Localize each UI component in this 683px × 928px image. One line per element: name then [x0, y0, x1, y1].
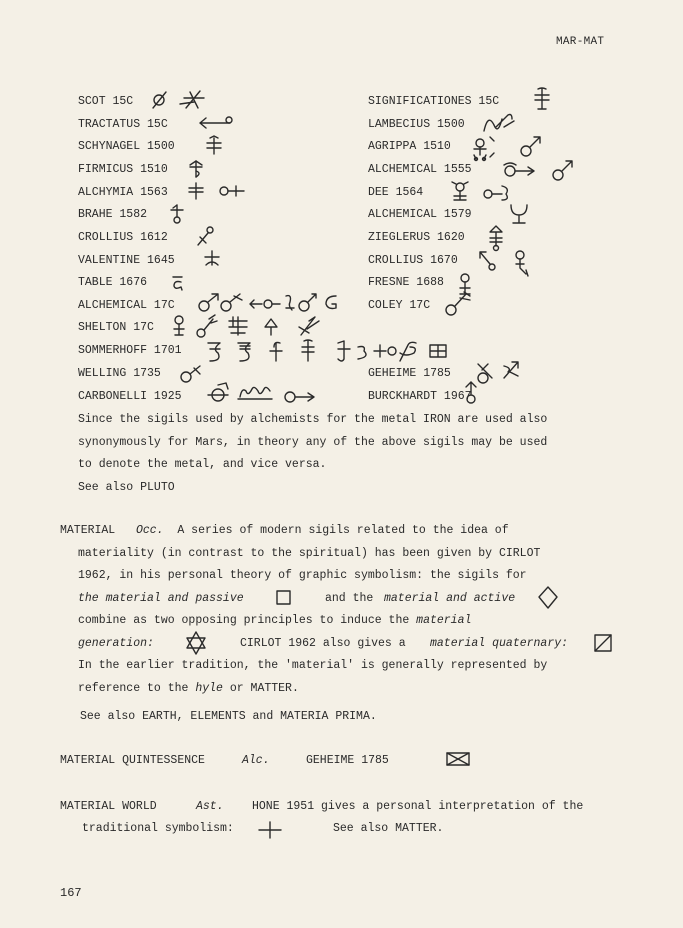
material-line-2: materiality (in contrast to the spiritual) has been given by CIRLOT: [78, 547, 541, 560]
material-head: MATERIAL: [60, 524, 116, 537]
table-sigil-icon: [170, 274, 186, 292]
entry-valentine: VALENTINE 1645: [78, 254, 175, 267]
entry-table: TABLE 1676: [78, 276, 148, 289]
entry-coley: COLEY 17C: [368, 299, 431, 312]
brahe-sigil-icon: [167, 203, 189, 225]
entry-carbonelli: CARBONELLI 1925: [78, 390, 182, 403]
material-hyle: hyle: [195, 682, 223, 695]
material-line-7: In the earlier tradition, the 'material' is generally represented by: [78, 659, 548, 672]
welling-sigil-icon: [178, 364, 206, 384]
material-cirlot: CIRLOT 1962 also gives a: [240, 637, 406, 650]
world-see: See also MATTER.: [333, 822, 444, 835]
material-line-1: A series of modern sigils related to the idea of: [177, 524, 509, 537]
entry-burckhardt: BURCKHARDT 1967: [368, 390, 472, 403]
sommerhoff-sigils-icon: [204, 337, 436, 367]
material-passive: the material and passive: [78, 592, 244, 605]
iron-paragraph-line-1: Since the sigils used by alchemists for the metal IRON are used also: [78, 413, 548, 426]
tractatus-sigil-icon: [198, 114, 238, 132]
entry-brahe: BRAHE 1582: [78, 208, 148, 221]
entry-alchemical-17c: ALCHEMICAL 17C: [78, 299, 175, 312]
running-header: MAR-MAT: [556, 36, 605, 48]
alchemical-17c-sigils-icon: [196, 290, 356, 314]
quintessence-tag: Alc.: [242, 754, 270, 767]
entry-sommerhoff: SOMMERHOFF 1701: [78, 344, 182, 357]
material-line-5-text: combine as two opposing principles to induce the: [78, 614, 410, 627]
entry-alchemical-1555: ALCHEMICAL 1555: [368, 163, 472, 176]
crossed-square-sigil-icon: [594, 634, 614, 654]
star-of-david-sigil-icon: [184, 630, 208, 656]
entry-crollius-1612: CROLLIUS 1612: [78, 231, 168, 244]
material-generation: generation:: [78, 637, 154, 650]
entry-significationes: SIGNIFICATIONES 15C: [368, 95, 500, 108]
material-see-also: See also EARTH, ELEMENTS and MATERIA PRIMA.: [80, 710, 377, 723]
geheime-1785-sigils-icon: [474, 358, 528, 386]
material-word: material: [416, 614, 472, 627]
material-line-8a: reference to the: [78, 682, 189, 695]
material-tag: Occ.: [135, 524, 164, 537]
quintessence-ref: GEHEIME 1785: [306, 754, 389, 767]
entry-firmicus: FIRMICUS 1510: [78, 163, 168, 176]
entry-lambecius: LAMBECIUS 1500: [368, 118, 465, 131]
entry-crollius-1670: CROLLIUS 1670: [368, 254, 458, 267]
carbonelli-sigils-icon: [206, 381, 324, 405]
iron-paragraph-line-3: to denote the metal, and vice versa.: [78, 458, 327, 471]
entry-shelton: SHELTON 17C: [78, 321, 154, 334]
coley-sigil-icon: [442, 290, 474, 320]
schynagel-sigil-icon: [204, 136, 226, 156]
entry-agrippa: AGRIPPA 1510: [368, 140, 451, 153]
see-also-pluto: See also PLUTO: [78, 481, 175, 494]
valentine-sigil-icon: [202, 249, 224, 267]
entry-alchemical-1579: ALCHEMICAL 1579: [368, 208, 472, 221]
scot-sigil-icon: [150, 88, 222, 110]
material-active: material and active: [384, 592, 516, 605]
cross-sigil-icon: [257, 820, 283, 840]
envelope-sigil-icon: [446, 752, 472, 768]
significationes-sigil-icon: [532, 87, 554, 113]
entry-welling: WELLING 1735: [78, 367, 161, 380]
lambecius-sigil-icon: [480, 111, 520, 135]
alchymia-sigil-icon-1: [186, 181, 246, 201]
material-line-8: [78, 682, 299, 695]
material-line-8b: or MATTER.: [229, 682, 299, 695]
alchemical-1579-sigil-icon: [507, 203, 531, 225]
entry-tractatus: TRACTATUS 15C: [78, 118, 168, 131]
entry-dee: DEE 1564: [368, 186, 424, 199]
shelton-sigils-icon: [171, 313, 327, 339]
entry-geheime: GEHEIME 1785: [368, 367, 451, 380]
quintessence-head: MATERIAL QUINTESSENCE: [60, 754, 205, 767]
diamond-sigil-icon: [537, 585, 559, 611]
square-sigil-icon: [276, 590, 292, 606]
material-entry-head: [60, 524, 509, 537]
world-text: HONE 1951 gives a personal interpretation of the: [252, 800, 584, 813]
entry-scot: SCOT 15C: [78, 95, 134, 108]
entry-zieglerus: ZIEGLERUS 1620: [368, 231, 465, 244]
world-tag: Ast.: [196, 800, 224, 813]
world-head: MATERIAL WORLD: [60, 800, 157, 813]
material-and-the: and the: [325, 592, 374, 605]
dee-sigils-icon: [448, 180, 514, 204]
crollius-1612-sigil-icon: [196, 225, 218, 247]
entry-alchymia: ALCHYMIA 1563: [78, 186, 168, 199]
entry-fresne: FRESNE 1688: [368, 276, 444, 289]
world-line-2: traditional symbolism:: [82, 822, 234, 835]
crollius-1670-sigils-icon: [476, 248, 536, 278]
firmicus-sigil-icon: [186, 159, 208, 179]
page-number: 167: [60, 886, 82, 900]
material-line-3: 1962, in his personal theory of graphic symbolism: the sigils for: [78, 569, 527, 582]
material-line-5: [78, 614, 471, 627]
material-quaternary: material quaternary:: [430, 637, 569, 650]
entry-schynagel: SCHYNAGEL 1500: [78, 140, 175, 153]
iron-paragraph-line-2: synonymously for Mars, in theory any of the above sigils may be used: [78, 436, 548, 449]
burckhardt-sigil-icon: [462, 380, 480, 406]
